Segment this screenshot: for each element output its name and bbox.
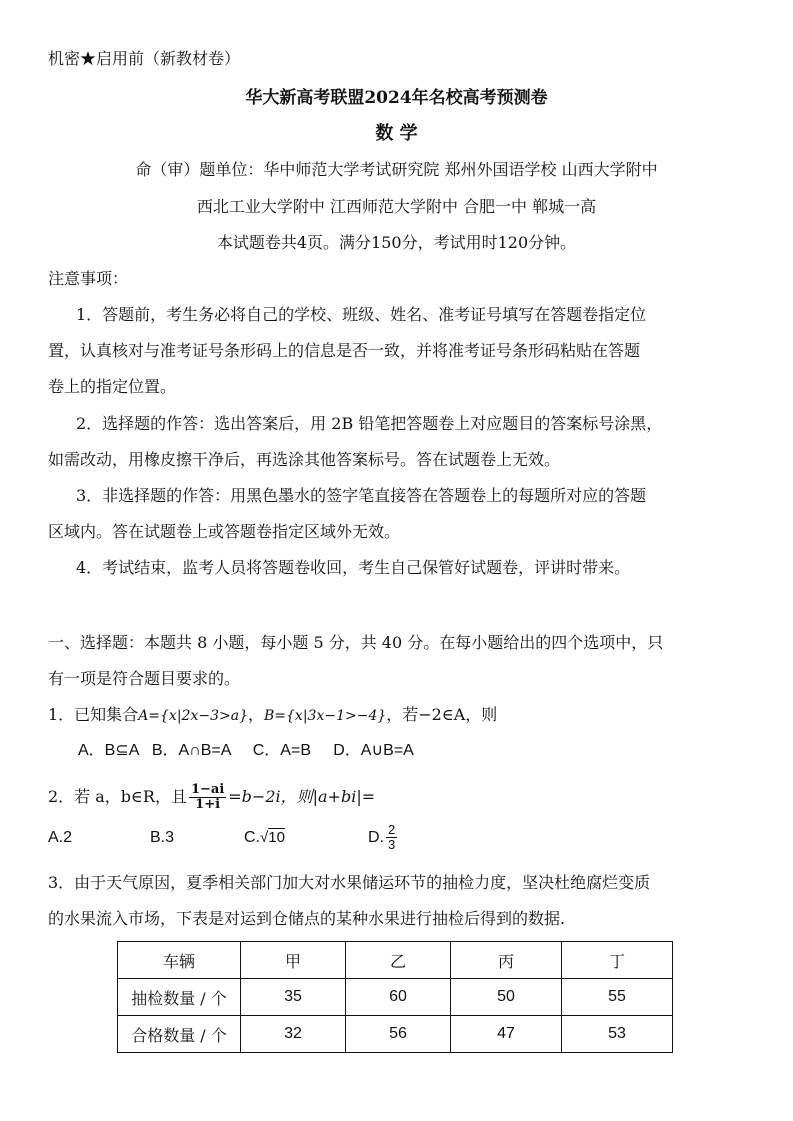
question-1-options: A．B⊆A B．A∩B=A C．A=B D．A∪B=A <box>78 742 414 759</box>
question-3-line-2: 的水果流入市场，下表是对运到仓储点的某种水果进行抽检后得到的数据. <box>48 909 566 928</box>
notice-item-1-line-2: 置，认真核对与准考证号条形码上的信息是否一致，并将准考证号条形码粘贴在答题 <box>48 341 641 360</box>
q2-abs: |a+bi|= <box>312 787 376 806</box>
notice-item-1-line-3: 卷上的指定位置。 <box>48 377 177 396</box>
table-cell: 35 <box>241 979 346 1016</box>
q1-set-b: B={x|3x−1>−4} <box>264 708 387 724</box>
q2-option-b: B.3 <box>150 829 175 846</box>
table-cell: 47 <box>451 1016 562 1053</box>
q2-option-c-radicand: 10 <box>268 829 285 846</box>
q2-equation: =b−2i，则 <box>228 787 313 806</box>
units-line-1: 命（审）题单位：华中师范大学考试研究院 郑州外国语学校 山西大学附中 <box>135 160 658 179</box>
table-header-cell: 甲 <box>241 942 346 979</box>
notice-item-4: 4．考试结束，监考人员将答题卷收回，考生自己保管好试题卷，评讲时带来。 <box>76 558 631 577</box>
q1-set-a: A={x|2x−3>a} <box>138 708 248 724</box>
q2-option-c-label: C. <box>244 829 260 846</box>
notice-heading: 注意事项： <box>48 269 129 288</box>
notice-item-2-line-2: 如需改动，用橡皮擦干净后，再选涂其他答案标号。答在试题卷上无效。 <box>48 450 561 469</box>
question-1-stem <box>48 705 497 726</box>
question-2-stem <box>48 777 375 817</box>
table-header-cell: 丙 <box>451 942 562 979</box>
q2-option-d <box>368 822 399 853</box>
table-header-row <box>118 942 673 979</box>
inspection-table <box>117 941 673 1053</box>
table-header-cell: 车辆 <box>118 942 241 979</box>
q2-fraction-numerator: 1−ai <box>190 782 225 797</box>
q2-stem-text: 2．若 a，b∈R，且 <box>48 787 187 806</box>
q2-option-d-label: D. <box>368 829 384 846</box>
units-line-2: 西北工业大学附中 江西师范大学附中 合肥一中 郸城一高 <box>196 197 597 216</box>
q2-option-d-denominator: 3 <box>388 837 396 853</box>
confidential-label: 机密★启用前（新教材卷） <box>48 49 241 68</box>
section-1-line-1: 一、选择题：本题共 8 小题，每小题 5 分，共 40 分。在每小题给出的四个选项中，只 <box>48 633 664 652</box>
notice-item-3-line-1: 3．非选择题的作答：用黑色墨水的签字笔直接答在答题卷上的每题所对应的答题 <box>76 486 647 505</box>
table-cell: 32 <box>241 1016 346 1053</box>
table-cell: 60 <box>346 979 451 1016</box>
q2-option-d-fraction <box>386 823 397 852</box>
table-cell: 50 <box>451 979 562 1016</box>
table-cell: 56 <box>346 1016 451 1053</box>
q1-comma: ， <box>247 705 264 724</box>
table-cell: 55 <box>562 979 673 1016</box>
question-3-line-1: 3．由于天气原因，夏季相关部门加大对水果储运环节的抽检力度，坚决杜绝腐烂变质 <box>48 873 651 892</box>
table-row <box>118 1016 673 1053</box>
question-2-options <box>48 820 399 856</box>
notice-item-3-line-2: 区域内。答在试题卷上或答题卷指定区域外无效。 <box>48 522 401 541</box>
exam-info: 本试题卷共4页。满分150分，考试用时120分钟。 <box>216 233 577 252</box>
q1-stem-text: 1．已知集合 <box>48 705 139 724</box>
q2-option-c <box>244 820 368 856</box>
table-cell: 抽检数量 / 个 <box>118 979 241 1016</box>
table-cell: 53 <box>562 1016 673 1053</box>
q2-option-a: A.2 <box>48 829 73 846</box>
q2-fraction <box>189 783 226 812</box>
sqrt-symbol: √10 <box>260 829 285 846</box>
subject-title: 数 学 <box>375 123 418 144</box>
notice-item-1-line-1: 1．答题前，考生务必将自己的学校、班级、姓名、准考证号填写在答题卷指定位 <box>76 305 647 324</box>
q1-condition: ，若−2∈A，则 <box>386 705 498 724</box>
table-header-cell: 乙 <box>346 942 451 979</box>
exam-title: 华大新高考联盟2024年名校高考预测卷 <box>245 88 548 108</box>
notice-item-2-line-1: 2．选择题的作答：选出答案后，用 2B 铅笔把答题卷上对应题目的答案标号涂黑， <box>76 414 663 433</box>
q2-fraction-denominator: 1+i <box>195 797 221 812</box>
q2-option-d-numerator: 2 <box>388 822 396 838</box>
table-cell: 合格数量 / 个 <box>118 1016 241 1053</box>
section-1-line-2: 有一项是符合题目要求的。 <box>48 669 241 688</box>
table-header-cell: 丁 <box>562 942 673 979</box>
table-row <box>118 979 673 1016</box>
